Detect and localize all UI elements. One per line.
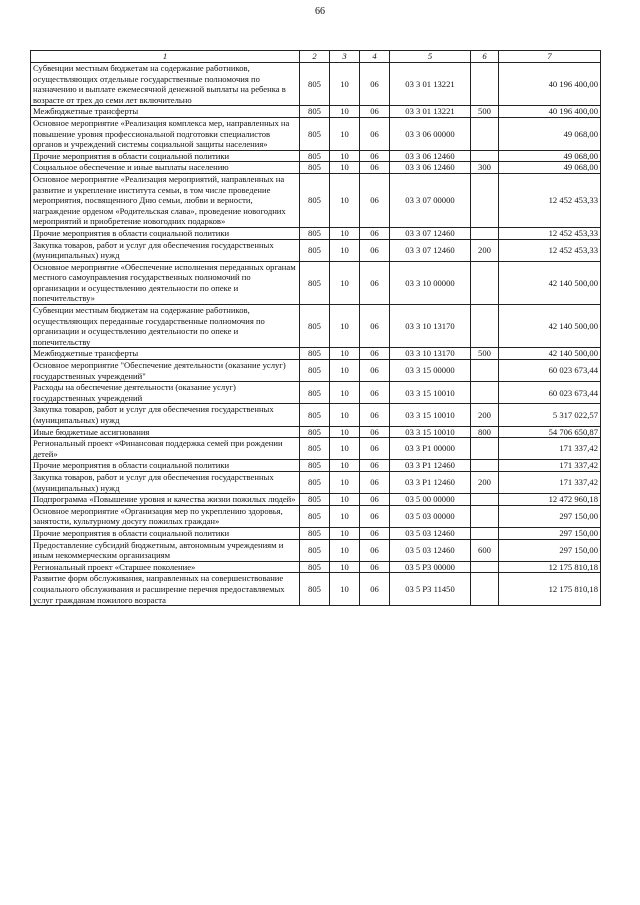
target-article-cell: 03 5 P3 11450 [390,573,471,606]
expense-type-cell [471,460,499,472]
row-name-cell: Основное мероприятие «Реализация комплекса мер, направленных на повышение уровня профессиональной подготовки специалистов органов и учреждений системы социальной защиты населения» [31,117,300,150]
subsection-code-cell: 06 [360,261,390,304]
row-name-cell: Межбюджетные трансферты [31,348,300,360]
expense-type-cell: 200 [471,471,499,493]
subsection-code-cell: 06 [360,117,390,150]
section-code-cell: 10 [330,539,360,561]
subsection-code-cell: 06 [360,348,390,360]
section-code-cell: 10 [330,505,360,527]
row-name-cell: Развитие форм обслуживания, направленных на совершенствование социального обслуживания и расширение перечня предоставляемых услуг гражданам пожилого возраста [31,573,300,606]
subsection-code-cell: 06 [360,239,390,261]
row-name-cell: Закупка товаров, работ и услуг для обеспечения государственных (муниципальных) нужд [31,471,300,493]
target-article-cell: 03 3 10 00000 [390,261,471,304]
amount-cell: 40 196 400,00 [499,106,601,118]
section-code-cell: 10 [330,150,360,162]
amount-cell: 12 175 810,18 [499,561,601,573]
table-row [31,305,601,348]
subsection-code-cell: 06 [360,404,390,426]
subsection-code-cell: 06 [360,382,390,404]
section-code-cell: 10 [330,239,360,261]
expense-type-cell [471,438,499,460]
subsection-code-cell: 06 [360,360,390,382]
row-name-cell: Прочие мероприятия в области социальной политики [31,460,300,472]
ministry-code-cell: 805 [300,117,330,150]
target-article-cell: 03 3 07 12460 [390,239,471,261]
ministry-code-cell: 805 [300,162,330,174]
ministry-code-cell: 805 [300,561,330,573]
subsection-code-cell: 06 [360,305,390,348]
ministry-code-cell: 805 [300,505,330,527]
expense-type-cell [471,382,499,404]
row-name-cell: Прочие мероприятия в области социальной политики [31,527,300,539]
expense-type-cell [471,150,499,162]
target-article-cell: 03 3 P1 12460 [390,460,471,472]
expense-type-cell [471,505,499,527]
subsection-code-cell: 06 [360,227,390,239]
page-number: 66 [315,6,325,17]
target-article-cell: 03 3 P1 00000 [390,438,471,460]
ministry-code-cell: 805 [300,227,330,239]
section-code-cell: 10 [330,404,360,426]
table-row [31,382,601,404]
target-article-cell: 03 3 07 00000 [390,173,471,227]
expense-type-cell [471,360,499,382]
section-code-cell: 10 [330,573,360,606]
amount-cell: 40 196 400,00 [499,63,601,106]
table-header-row [31,51,601,63]
table-row [31,63,601,106]
amount-cell: 297 150,00 [499,527,601,539]
subsection-code-cell: 06 [360,527,390,539]
section-code-cell: 10 [330,173,360,227]
expense-type-cell [471,227,499,239]
ministry-code-cell: 805 [300,261,330,304]
row-name-cell: Предоставление субсидий бюджетным, автономным учреждениям и иным некоммерческим организациям [31,539,300,561]
subsection-code-cell: 06 [360,173,390,227]
row-name-cell: Основное мероприятие «Обеспечение исполнения переданных органам местного самоуправления государственных полномочий по организации и осуществлению деятельности по опеке и попечительству» [31,261,300,304]
table-row [31,561,601,573]
amount-cell: 60 023 673,44 [499,360,601,382]
target-article-cell: 03 3 15 10010 [390,426,471,438]
amount-cell: 5 317 022,57 [499,404,601,426]
target-article-cell: 03 3 10 13170 [390,348,471,360]
section-code-cell: 10 [330,348,360,360]
target-article-cell: 03 5 03 00000 [390,505,471,527]
section-code-cell: 10 [330,63,360,106]
section-code-cell: 10 [330,360,360,382]
expense-type-cell: 200 [471,239,499,261]
expense-type-cell [471,527,499,539]
expense-type-cell: 500 [471,348,499,360]
column-header: 3 [330,51,360,63]
expense-type-cell [471,117,499,150]
section-code-cell: 10 [330,106,360,118]
subsection-code-cell: 06 [360,438,390,460]
section-code-cell: 10 [330,471,360,493]
section-code-cell: 10 [330,426,360,438]
table-row [31,360,601,382]
subsection-code-cell: 06 [360,150,390,162]
row-name-cell: Субвенции местным бюджетам на содержание работников, осуществляющих отдельные государственные полномочия по назначению и выплате ежемесячной денежной выплаты на ребенка в возрасте от трех до семи лет включительно [31,63,300,106]
row-name-cell: Региональный проект «Старшее поколение» [31,561,300,573]
amount-cell: 60 023 673,44 [499,382,601,404]
section-code-cell: 10 [330,494,360,506]
table-row [31,426,601,438]
expense-type-cell [471,561,499,573]
expense-type-cell [471,63,499,106]
section-code-cell: 10 [330,261,360,304]
ministry-code-cell: 805 [300,404,330,426]
budget-table [30,50,601,606]
amount-cell: 12 175 810,18 [499,573,601,606]
table-row [31,261,601,304]
amount-cell: 42 140 500,00 [499,305,601,348]
row-name-cell: Основное мероприятие «Организация мер по укреплению здоровья, занятости, культурному досугу пожилых граждан» [31,505,300,527]
row-name-cell: Прочие мероприятия в области социальной политики [31,150,300,162]
amount-cell: 49 068,00 [499,117,601,150]
row-name-cell: Закупка товаров, работ и услуг для обеспечения государственных (муниципальных) нужд [31,404,300,426]
expense-type-cell: 600 [471,539,499,561]
target-article-cell: 03 3 15 10010 [390,382,471,404]
subsection-code-cell: 06 [360,106,390,118]
amount-cell: 12 472 960,18 [499,494,601,506]
amount-cell: 12 452 453,33 [499,239,601,261]
expense-type-cell [471,305,499,348]
subsection-code-cell: 06 [360,561,390,573]
amount-cell: 49 068,00 [499,150,601,162]
column-header: 1 [31,51,300,63]
subsection-code-cell: 06 [360,162,390,174]
table-row [31,348,601,360]
ministry-code-cell: 805 [300,527,330,539]
table-row [31,117,601,150]
amount-cell: 12 452 453,33 [499,173,601,227]
row-name-cell: Основное мероприятие «Реализация мероприятий, направленных на развитие и укрепление института семьи, в том числе проведение мероприятия, посвященного Дню семьи, любви и верности, награждение орденом «Родительская слава», проведение новогодних мероприятий и приобретение новогодних подарков» [31,173,300,227]
section-code-cell: 10 [330,561,360,573]
ministry-code-cell: 805 [300,305,330,348]
amount-cell: 171 337,42 [499,438,601,460]
subsection-code-cell: 06 [360,573,390,606]
ministry-code-cell: 805 [300,348,330,360]
ministry-code-cell: 805 [300,382,330,404]
subsection-code-cell: 06 [360,505,390,527]
column-header: 2 [300,51,330,63]
ministry-code-cell: 805 [300,63,330,106]
row-name-cell: Прочие мероприятия в области социальной политики [31,227,300,239]
row-name-cell: Социальное обеспечение и иные выплаты населению [31,162,300,174]
ministry-code-cell: 805 [300,539,330,561]
table-row [31,404,601,426]
target-article-cell: 03 3 07 12460 [390,227,471,239]
expense-type-cell [471,173,499,227]
table-row [31,527,601,539]
target-article-cell: 03 3 15 00000 [390,360,471,382]
ministry-code-cell: 805 [300,426,330,438]
amount-cell: 12 452 453,33 [499,227,601,239]
target-article-cell: 03 3 06 00000 [390,117,471,150]
column-header: 7 [499,51,601,63]
target-article-cell: 03 5 P3 00000 [390,561,471,573]
row-name-cell: Подпрограмма «Повышение уровня и качества жизни пожилых людей» [31,494,300,506]
row-name-cell: Субвенции местным бюджетам на содержание работников, осуществляющих переданные государственные полномочия по организации и осуществлению деятельности по опеке и попечительству [31,305,300,348]
ministry-code-cell: 805 [300,460,330,472]
subsection-code-cell: 06 [360,539,390,561]
expense-type-cell: 300 [471,162,499,174]
ministry-code-cell: 805 [300,360,330,382]
column-header: 6 [471,51,499,63]
target-article-cell: 03 3 P1 12460 [390,471,471,493]
ministry-code-cell: 805 [300,150,330,162]
expense-type-cell [471,261,499,304]
ministry-code-cell: 805 [300,173,330,227]
target-article-cell: 03 3 01 13221 [390,106,471,118]
target-article-cell: 03 3 10 13170 [390,305,471,348]
target-article-cell: 03 3 06 12460 [390,162,471,174]
amount-cell: 171 337,42 [499,471,601,493]
amount-cell: 42 140 500,00 [499,348,601,360]
expense-type-cell [471,494,499,506]
table-row [31,239,601,261]
table-row [31,460,601,472]
section-code-cell: 10 [330,305,360,348]
row-name-cell: Региональный проект «Финансовая поддержка семей при рождении детей» [31,438,300,460]
target-article-cell: 03 5 03 12460 [390,527,471,539]
ministry-code-cell: 805 [300,471,330,493]
expense-type-cell: 800 [471,426,499,438]
column-header: 5 [390,51,471,63]
expense-type-cell: 200 [471,404,499,426]
expense-type-cell: 500 [471,106,499,118]
amount-cell: 49 068,00 [499,162,601,174]
table-row [31,494,601,506]
subsection-code-cell: 06 [360,460,390,472]
expense-type-cell [471,573,499,606]
section-code-cell: 10 [330,162,360,174]
table-row [31,173,601,227]
section-code-cell: 10 [330,117,360,150]
section-code-cell: 10 [330,438,360,460]
target-article-cell: 03 3 06 12460 [390,150,471,162]
subsection-code-cell: 06 [360,494,390,506]
table-row [31,227,601,239]
row-name-cell: Основное мероприятие "Обеспечение деятельности (оказание услуг) государственных учреждений" [31,360,300,382]
table-row [31,106,601,118]
ministry-code-cell: 805 [300,438,330,460]
ministry-code-cell: 805 [300,239,330,261]
section-code-cell: 10 [330,527,360,539]
amount-cell: 297 150,00 [499,539,601,561]
column-header: 4 [360,51,390,63]
target-article-cell: 03 3 15 10010 [390,404,471,426]
table-row [31,150,601,162]
table-row [31,471,601,493]
target-article-cell: 03 3 01 13221 [390,63,471,106]
subsection-code-cell: 06 [360,63,390,106]
amount-cell: 54 706 650,87 [499,426,601,438]
table-row [31,539,601,561]
amount-cell: 297 150,00 [499,505,601,527]
section-code-cell: 10 [330,227,360,239]
target-article-cell: 03 5 00 00000 [390,494,471,506]
section-code-cell: 10 [330,460,360,472]
row-name-cell: Расходы на обеспечение деятельности (оказание услуг) государственных учреждений [31,382,300,404]
subsection-code-cell: 06 [360,471,390,493]
ministry-code-cell: 805 [300,573,330,606]
table-row [31,438,601,460]
table-row [31,162,601,174]
ministry-code-cell: 805 [300,106,330,118]
amount-cell: 171 337,42 [499,460,601,472]
amount-cell: 42 140 500,00 [499,261,601,304]
section-code-cell: 10 [330,382,360,404]
target-article-cell: 03 5 03 12460 [390,539,471,561]
ministry-code-cell: 805 [300,494,330,506]
row-name-cell: Закупка товаров, работ и услуг для обеспечения государственных (муниципальных) нужд [31,239,300,261]
table-row [31,573,601,606]
row-name-cell: Иные бюджетные ассигнования [31,426,300,438]
table-row [31,505,601,527]
subsection-code-cell: 06 [360,426,390,438]
row-name-cell: Межбюджетные трансферты [31,106,300,118]
